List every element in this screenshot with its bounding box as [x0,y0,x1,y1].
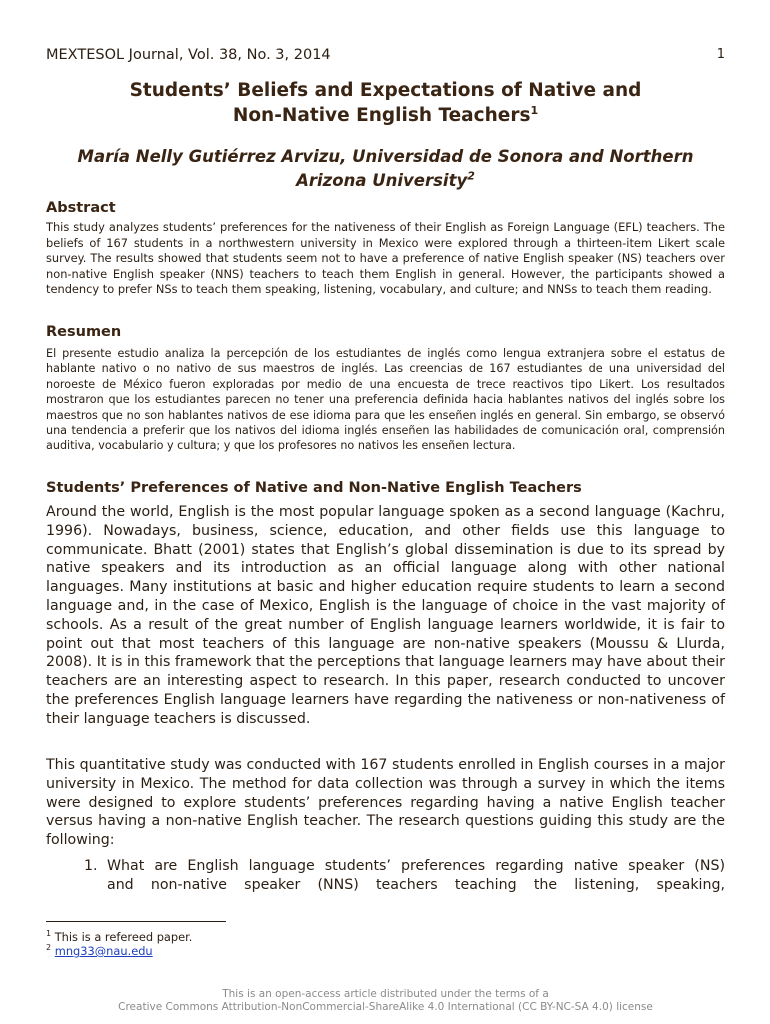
footnote-1-mark: 1 [46,929,52,939]
section-heading: Students’ Preferences of Native and Non-Native English Teachers [46,480,582,496]
abstract-text: This study analyzes students’ preferences for the nativeness of their English as Foreign Language (EFL) teachers. The beliefs of 167 students in a northwestern university in Mexico were explored through a thirteen-item Likert scale survey. The results showed that students seem not to have a preference of native English speaker (NS) teachers over non-native English speaker (NNS) teachers to teach them English in general. However, the participants showed a tendency to prefer NSs to teach them speaking, listening, vocabulary, and culture; and NNSs to teach them reading. [46,220,725,297]
page [46,0,725,1024]
footnote-2 [46,944,153,958]
footnote-1 [46,930,192,944]
title-line-1: Students’ Beliefs and Expectations of Native and [129,80,642,101]
body-paragraph-1: Around the world, English is the most popular language spoken as a second language (Kachru, 1996). Nowadays, business, science, education, and other fields use this language to communicate. Bhatt (2001) states that English’s global dissemination is due to its spread by native speakers and its introduction as an official language along with other national languages. Many institutions at basic and higher education require students to learn a second language and, in the case of Mexico, English is the language of choice in the vast majority of schools. As a result of the great number of English language learners worldwide, it is fair to point out that most teachers of this language are non-native speakers (Moussu & Llurda, 2008). It is in this framework that the perceptions that language learners may have about their teachers are an interesting aspect to research. In this paper, research conducted to uncover the preferences English language learners have regarding the nativeness or non-nativeness of their language teachers is discussed. [46,504,725,727]
list-item [107,857,725,895]
list-item-line-1: What are English language students’ preferences regarding native speaker (NS) [107,858,725,874]
title-footnote-mark: 1 [530,103,539,117]
list-item-line-2: and non-native speaker (NNS) teachers teaching the listening, speaking, [107,876,725,893]
footnote-1-text: This is a refereed paper. [54,930,193,944]
abstract-heading: Abstract [46,200,116,216]
journal-citation: MEXTESOL Journal, Vol. 38, No. 3, 2014 [46,47,331,63]
license-notice [46,988,725,1014]
article-title [46,79,725,128]
list-item-number: 1. [84,858,98,874]
author-line-2 [46,169,725,193]
footnote-2-mark: 2 [46,943,52,953]
author-line-1: María Nelly Gutiérrez Arvizu, Universidad de Sonora and Northern [77,147,694,166]
title-line-2 [46,104,725,129]
resumen-heading: Resumen [46,324,122,340]
title-line-2-text: Non-Native English Teachers [232,104,531,126]
license-line-2[interactable]: Creative Commons Attribution-NonCommercial-ShareAlike 4.0 International (CC BY-NC-SA 4.0) license [118,1001,653,1013]
author-line-2-text: Arizona University [296,171,468,190]
footnote-divider [46,921,226,922]
license-line-1: This is an open-access article distributed under the terms of a [222,988,549,1000]
resumen-text: El presente estudio analiza la percepción de los estudiantes de inglés como lengua extranjera sobre el estatus de hablante nativo o no nativo de sus maestros de inglés. Las creencias de 167 estudiantes de una universidad del noroeste de México fueron exploradas por medio de una encuesta de trece reactivos tipo Likert. Los resultados mostraron que los estudiantes parecen no tener una preferencia definida hacia hablantes nativos del inglés sobre los maestros que no son hablantes nativos de ese idioma para que les enseñen inglés en general. Sin embargo, se observó una tendencia a preferir que los nativos del idioma inglés enseñen las habilidades de comunicación oral, comprensión auditiva, vocabulario y cultura; y que los profesores no nativos les enseñen lectura. [46,347,725,453]
author-footnote-mark: 2 [467,169,475,183]
body-paragraph-2: This quantitative study was conducted with 167 students enrolled in English courses in a major university in Mexico. The method for data collection was through a survey in which the items were designed to explore students’ preferences regarding having a native English teacher versus having a non-native English teacher. The research questions guiding this study are the following: [46,757,725,849]
author-affiliation [46,145,725,193]
author-email-link[interactable]: mng33@nau.edu [54,944,153,958]
page-number: 1 [716,47,725,62]
